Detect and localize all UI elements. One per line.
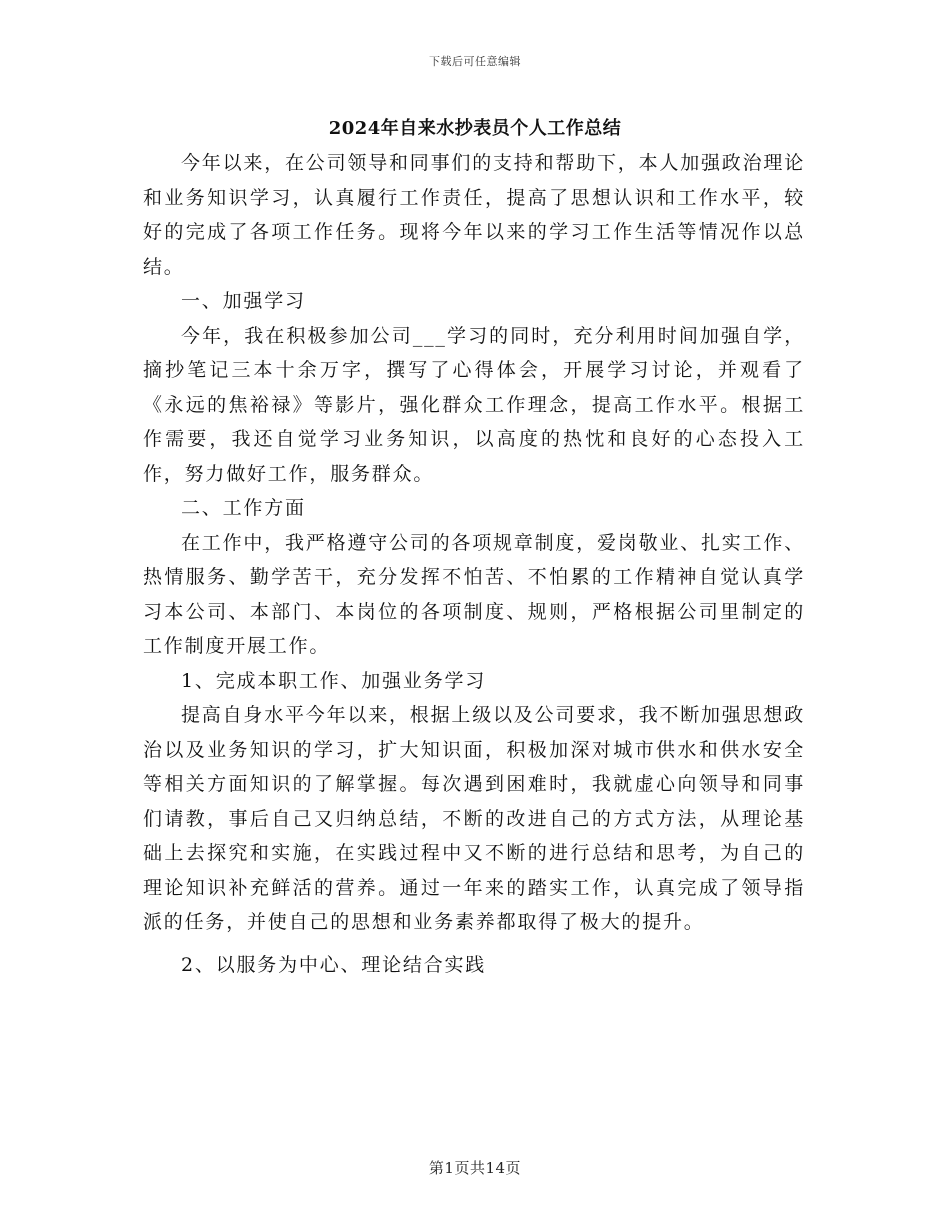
paragraph-intro: 今年以来，在公司领导和同事们的支持和帮助下，本人加强政治理论和业务知识学习，认真履行工作责任，提高了思想认识和工作水平，较好的完成了各项工作任务。现将今年以来的学习工作生活等情况作以总结。: [143, 152, 806, 278]
section-heading-study: 一、加强学习: [181, 290, 306, 312]
paragraph-work: 在工作中，我严格遵守公司的各项规章制度，爱岗敬业、扎实工作、热情服务、勤学苦干，充分发挥不怕苦、不怕累的工作精神自觉认真学习本公司、本部门、本岗位的各项制度、规则，严格根据公司里制定的工作制度开展工作。: [143, 531, 806, 657]
header-note: 下载后可任意编辑: [429, 55, 521, 68]
subheading-duties: 1、完成本职工作、加强业务学习: [181, 669, 487, 692]
document-body: [143, 146, 805, 982]
section-heading-work: 二、工作方面: [181, 497, 306, 519]
page-number: 第1页共14页: [428, 1159, 522, 1177]
document-title: 2024年自来水抄表员个人工作总结: [328, 118, 622, 139]
paragraph-study: 今年，我在积极参加公司___学习的同时，充分利用时间加强自学，摘抄笔记三本十余万字，撰写了心得体会，开展学习讨论，并观看了《永远的焦裕禄》等影片，强化群众工作理念，提高工作水平。根据工作需要，我还自觉学习业务知识，以高度的热忱和良好的心态投入工作，努力做好工作，服务群众。: [143, 324, 805, 485]
paragraph-duties: 提高自身水平今年以来，根据上级以及公司要求，我不断加强思想政治以及业务知识的学习，扩大知识面，积极加深对城市供水和供水安全等相关方面知识的了解掌握。每次遇到困难时，我就虚心向领导和同事们请教，事后自己又归纳总结，不断的改进自己的方式方法，从理论基础上去探究和实施，在实践过程中又不断的进行总结和思考，为自己的理论知识补充鲜活的营养。通过一年来的踏实工作，认真完成了领导指派的任务，并使自己的思想和业务素养都取得了极大的提升。: [143, 704, 806, 933]
subheading-service: 2、以服务为中心、理论结合实践: [181, 953, 487, 976]
